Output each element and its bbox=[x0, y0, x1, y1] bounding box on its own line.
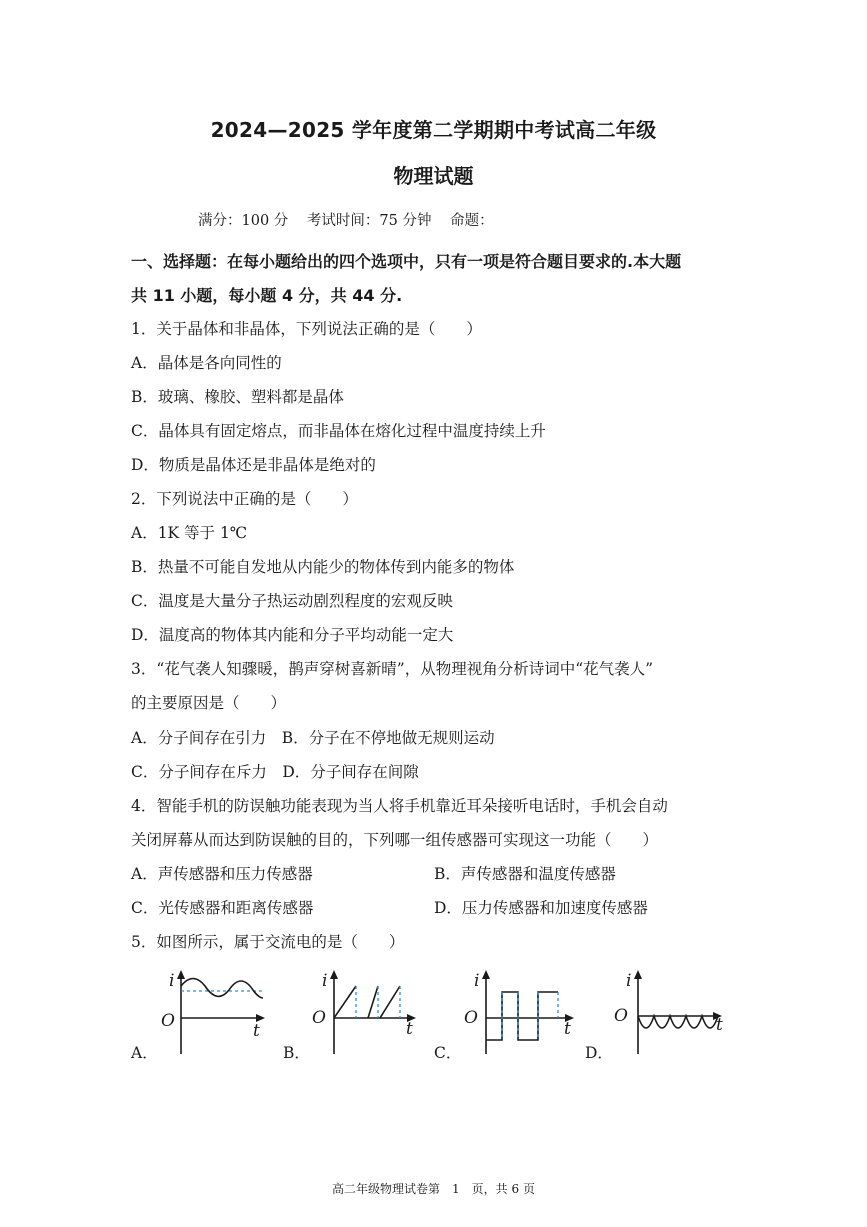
exam-subtitle: 物理试题 bbox=[393, 164, 474, 188]
q2-option-c: C．温度是大量分子热运动剧烈程度的宏观反映 bbox=[131, 592, 453, 610]
exam-title: 2024—2025 学年度第二学期期中考试高二年级 bbox=[210, 118, 657, 142]
q5-label-a: A． bbox=[131, 1044, 158, 1062]
q3-options-ab: A．分子间存在引力 B．分子在不停地做无规则运动 bbox=[131, 729, 495, 747]
page-footer: 高二年级物理试卷第 1 页，共 6 页 bbox=[332, 1182, 535, 1196]
q5-a-origin: O bbox=[161, 1011, 175, 1031]
q5-b-axis-t: t bbox=[406, 1019, 413, 1039]
q5-c-origin: O bbox=[464, 1008, 478, 1028]
q5-stem: 5．如图所示，属于交流电的是（ ） bbox=[131, 933, 405, 951]
exam-meta bbox=[198, 209, 508, 230]
q5-label-d: D． bbox=[585, 1044, 613, 1062]
q5-graph-c bbox=[460, 968, 585, 1058]
q5-label-b: B． bbox=[283, 1044, 310, 1062]
full-score: 满分：100 分 bbox=[198, 213, 289, 229]
q2-stem: 2．下列说法中正确的是（ ） bbox=[131, 490, 358, 508]
exam-time: 考试时间：75 分钟 bbox=[306, 213, 432, 229]
q1-option-b: B．玻璃、橡胶、塑料都是晶体 bbox=[131, 388, 344, 406]
q1-stem: 1．关于晶体和非晶体，下列说法正确的是（ ） bbox=[131, 320, 482, 338]
q4-stem-line2: 关闭屏幕从而达到防误触的目的，下列哪一组传感器可实现这一功能（ ） bbox=[131, 831, 659, 849]
q5-d-axis-t: t bbox=[716, 1015, 723, 1035]
q4-option-b: B．声传感器和温度传感器 bbox=[434, 865, 616, 883]
q5-a-axis-t: t bbox=[253, 1021, 260, 1041]
q1-option-a: A．晶体是各向同性的 bbox=[131, 354, 282, 372]
q3-options-cd: C．分子间存在斥力 D．分子间存在间隙 bbox=[131, 763, 419, 781]
q1-option-c: C．晶体具有固定熔点，而非晶体在熔化过程中温度持续上升 bbox=[131, 422, 546, 440]
q1-option-d: D．物质是晶体还是非晶体是绝对的 bbox=[131, 456, 376, 474]
q2-option-d: D．温度高的物体其内能和分子平均动能一定大 bbox=[131, 626, 454, 644]
q5-d-axis-i: i bbox=[626, 971, 632, 991]
q4-stem-line1: 4．智能手机的防误触功能表现为当人将手机靠近耳朵接听电话时，手机会自动 bbox=[131, 797, 668, 815]
q5-label-c: C． bbox=[434, 1044, 462, 1062]
q2-option-a: A．1K 等于 1℃ bbox=[131, 524, 248, 542]
q5-c-axis-i: i bbox=[474, 971, 480, 991]
q5-b-origin: O bbox=[312, 1008, 326, 1028]
q5-c-axis-t: t bbox=[564, 1019, 571, 1039]
q3-stem-line2: 的主要原因是（ ） bbox=[131, 694, 287, 712]
exam-author: 命题： bbox=[450, 213, 494, 229]
q4-option-c: C．光传感器和距离传感器 bbox=[131, 899, 314, 917]
q2-option-b: B．热量不可能自发地从内能少的物体传到内能多的物体 bbox=[131, 558, 515, 576]
section-heading-line1: 一、选择题：在每小题给出的四个选项中，只有一项是符合题目要求的.本大题 bbox=[131, 252, 682, 271]
q5-a-axis-i: i bbox=[169, 971, 175, 991]
q3-stem-line1: 3．“花气袭人知骤暖，鹊声穿树喜新晴”，从物理视角分析诗词中“花气袭人” bbox=[131, 660, 654, 678]
q5-d-origin: O bbox=[614, 1006, 628, 1026]
q5-graph-d bbox=[612, 968, 737, 1058]
q4-option-d: D．压力传感器和加速度传感器 bbox=[434, 899, 648, 917]
section-heading-line2: 共 11 小题，每小题 4 分，共 44 分. bbox=[131, 286, 403, 305]
q5-b-axis-i: i bbox=[322, 971, 328, 991]
q4-option-a: A．声传感器和压力传感器 bbox=[131, 865, 313, 883]
q5-graph-a bbox=[155, 968, 275, 1058]
q5-graph-b bbox=[308, 968, 428, 1058]
